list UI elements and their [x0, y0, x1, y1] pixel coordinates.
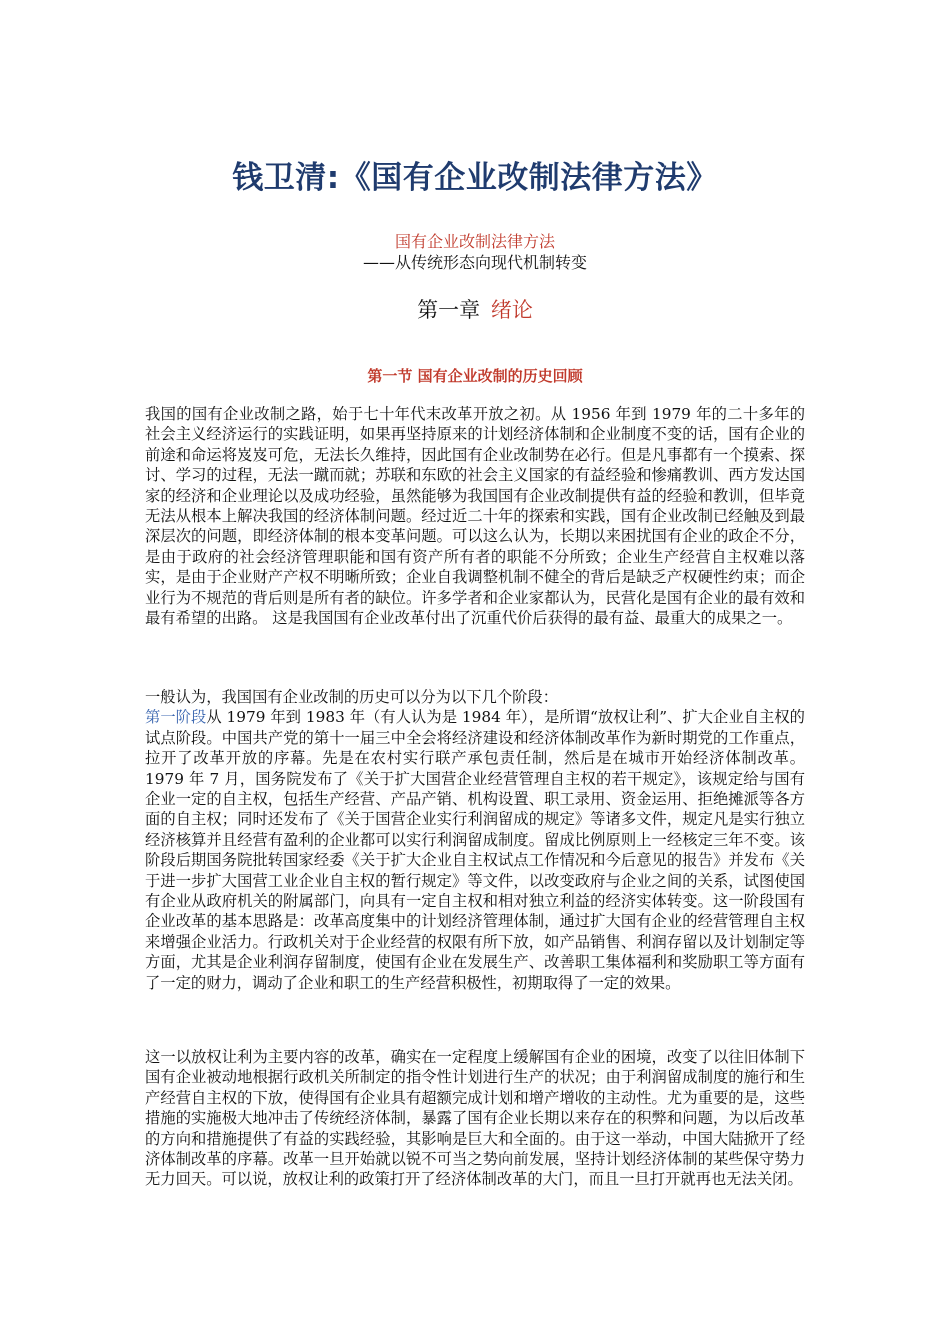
- stage-one-link[interactable]: 第一阶段: [145, 708, 207, 727]
- body-paragraph-intro: 我国的国有企业改制之路，始于七十年代末改革开放之初。从 1956 年到 1979 年的二十多年的社会主义经济运行的实践证明，如果再坚持原来的计划经济体制和企业制度不变的话，国有企业的前途和命运将岌岌可危，无法长久维持，因此国有企业改制势在必行。但是凡事都有一个摸索、探讨、学习的过程，无法一蹴而就；苏联和东欧的社会主义国家的有益经验和惨痛教训、西方发达国家的经济和企业理论以及成功经验，虽然能够为我国国有企业改制提供有益的经验和教训，但毕竟无法从根本上解决我国的经济体制问题。经过近二十年的探索和实践，国有企业改制已经触及到最深层次的问题，即经济体制的根本变革问题。可以这么认为，长期以来困扰国有企业的政企不分，是由于政府的社会经济管理职能和国有资产所有者的职能不分所致；企业生产经营自主权难以落实，是由于企业财产产权不明晰所致；企业自我调整机制不健全的背后是缺乏产权硬性约束；而企业行为不规范的背后则是所有者的缺位。许多学者和企业家都认为，民营化是国有企业的最有效和最有希望的出路。 这是我国国有企业改革付出了沉重代价后获得的最有益、最重大的成果之一。: [145, 405, 805, 628]
- body-paragraph-conclusion: 这一以放权让利为主要内容的改革，确实在一定程度上缓解国有企业的困境，改变了以往旧体制下国有企业被动地根据行政机关所制定的指令性计划进行生产的状况；由于利润留成制度的施行和生产经营自主权的下放，使得国有企业具有超额完成计划和增产增收的主动性。尤为重要的是，这些措施的实施极大地冲击了传统经济体制，暴露了国有企业长期以来存在的积弊和问题，为以后改革的方向和措施提供了有益的实践经验，其影响是巨大和全面的。由于这一举动，中国大陆掀开了经济体制改革的序幕。改革一旦开始就以锐不可当之势向前发展，坚持计划经济体制的某些保守势力无力回天。可以说，放权让利的政策打开了经济体制改革的大门，而且一旦打开就再也无法关闭。: [145, 1048, 805, 1189]
- stage-one-paragraph: [145, 707, 805, 993]
- section-heading: 第一节 国有企业改制的历史回顾: [367, 367, 583, 385]
- book-subtitle-tagline: ——从传统形态向现代机制转变: [362, 253, 587, 272]
- stages-intro-line: 一般认为，我国国有企业改制的历史可以分为以下几个阶段：: [145, 688, 559, 706]
- book-subtitle: 国有企业改制法律方法: [394, 232, 555, 251]
- chapter-heading: [0, 294, 950, 324]
- document-title: 钱卫清:《国有企业改制法律方法》: [232, 160, 718, 196]
- chapter-name: 绪论: [490, 298, 533, 322]
- body-paragraph-stages: [145, 687, 805, 993]
- stage-one-text: 从 1979 年到 1983 年（有人认为是 1984 年），是所谓“放权让利”、扩大企业自主权的试点阶段。中国共产党的第十一届三中全会将经济建设和经济体制改革作为新时期党的工作重点，拉开了改革开放的序幕。先是在农村实行联产承包责任制，然后是在城市开始经济体制改革。1979 年 7 月，国务院发布了《关于扩大国营企业经营管理自主权的若干规定》，该规定给与国有企业一定的自主权，包括生产经营、产品产销、机构设置、职工录用、资金运用、拒绝摊派等各方面的自主权；同时还发布了《关于国营企业实行利润留成的规定》等诸多文件，规定凡是实行独立经济核算并且经营有盈利的企业都可以实行利润留成制度。留成比例原则上一经核定三年不变。该阶段后期国务院批转国家经委《关于扩大企业自主权试点工作情况和今后意见的报告》并发布《关于进一步扩大国营工业企业自主权的暂行规定》等文件，以改变政府与企业之间的关系，试图使国有企业从政府机关的附属部门，向具有一定自主权和相对独立利益的经济实体转变。这一阶段国有企业改革的基本思路是：改革高度集中的计划经济管理体制，通过扩大国有企业的经营管理自主权来增强企业活力。行政机关对于企业经营的权限有所下放，如产品销售、利润存留以及计划制定等方面，尤其是企业利润存留制度，使国有企业在发展生产、改善职工集体福利和奖励职工等方面有了一定的财力，调动了企业和职工的生产经营积极性，初期取得了一定的效果。: [145, 708, 805, 992]
- chapter-number: 第一章: [417, 298, 481, 322]
